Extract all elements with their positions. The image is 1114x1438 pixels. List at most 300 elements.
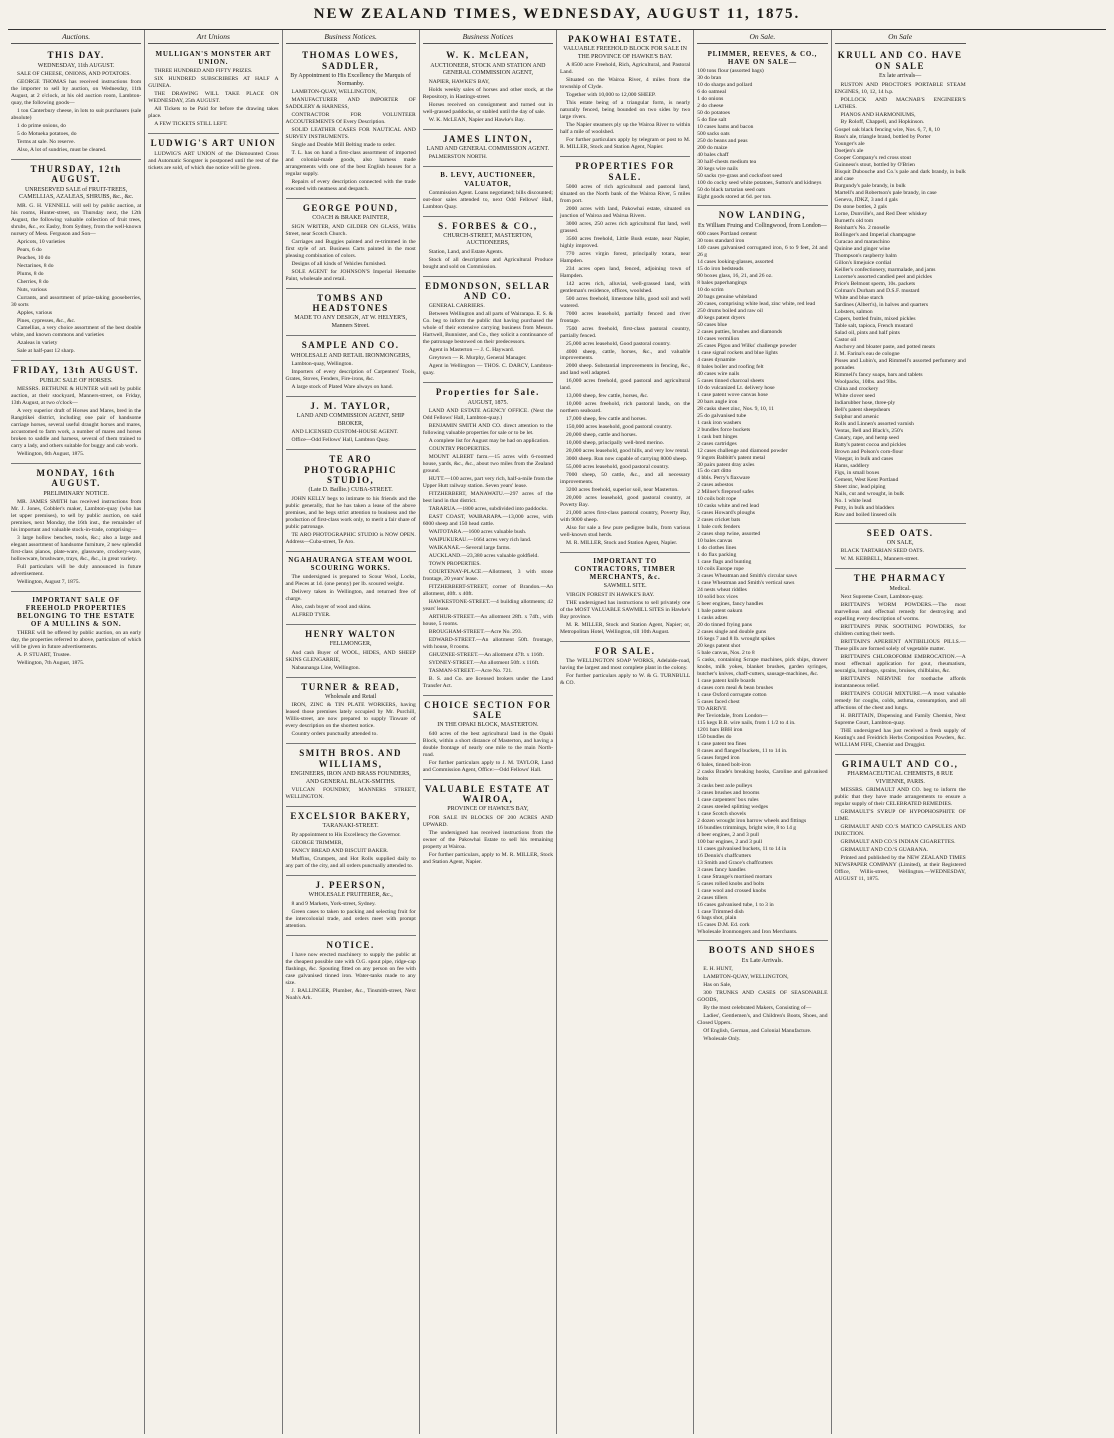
advertisement xyxy=(286,46,416,198)
ad-body xyxy=(286,89,416,193)
ad-headline: PAKOWHAI ESTATE. xyxy=(568,34,683,44)
ad-line: Wholesale Only. xyxy=(703,1036,741,1043)
advertisement xyxy=(286,876,416,936)
ad-line: Single and Double Mill Belting made to order. xyxy=(291,141,396,148)
ad-line: This estate being of a triangular form, is nearly naturally fenced, being bounded on two sides by two large rivers. xyxy=(560,100,691,121)
list-item: Gospel oak black fencing wire, Nos. 6, 7, 8, 10 xyxy=(834,127,940,134)
ad-line: THERE will be offered by public auction, on an early day, the properties referred to above, particulars of which will be given in future advertisements. xyxy=(11,630,142,651)
list-item: 5 cases rolled knobs and bolts xyxy=(697,880,765,887)
list-item: 2 Milner's fireproof safes xyxy=(697,489,754,496)
list-item: 30 pairs patent dray axles xyxy=(697,461,755,468)
ad-line: BENJAMIN SMITH AND CO. direct attention to the following valuable properties for sale or to be let. xyxy=(422,423,553,437)
list-item: 4 cases corn meal & bean brushes xyxy=(697,685,774,691)
list-item: Cement, West Kent Portland xyxy=(834,476,899,483)
ad-headline: THURSDAY, 12th AUGUST. xyxy=(30,164,122,185)
advertisement xyxy=(423,46,553,129)
ad-line: J. BALLINGER, Plumber, &c., Tinsmith-street, Next Noah's Ark. xyxy=(285,987,416,1001)
list-item: 2 cases tillers xyxy=(697,894,728,901)
list-item: 250 drums boiled and raw oil xyxy=(697,307,763,314)
ad-body xyxy=(423,815,553,866)
list-item: 28 casks sheet zinc, Nos. 9, 10, 11 xyxy=(697,405,774,412)
ad-line: And cash Buyer of WOOL, HIDES, AND SHEEP SKINS GLENGARRIE, xyxy=(285,649,416,663)
ad-headline: GEORGE POUND, xyxy=(302,202,399,213)
list-item: 14 cases looking-glasses, assorted xyxy=(697,258,774,265)
ad-line: AUCKLAND.—23,380 acres valuable goldfield. xyxy=(428,552,539,559)
ad-body xyxy=(286,650,416,672)
ad-headline: TE ARO PHOTOGRAPHIC STUDIO, xyxy=(304,454,398,486)
ad-line: Azaleas in variety xyxy=(17,340,58,347)
ad-line: A large stock of Plated Ware always on hand. xyxy=(291,384,393,391)
list-item: 24 nests wheat riddles xyxy=(697,587,747,594)
ad-body xyxy=(423,79,553,124)
list-item: 2 cases single and double guns xyxy=(697,629,767,636)
list-item: Rolls and Linnen's assorted varnish xyxy=(834,420,914,427)
ad-line: THE DRAWING WILL TAKE PLACE ON WEDNESDAY, 25th AUGUST. xyxy=(148,91,279,105)
ad-line: Wellington, 6th August, 1875. xyxy=(17,451,85,458)
list-item: 10 do scrim xyxy=(697,286,724,293)
ad-subheading: WHOLESALE AND RETAIL IRONMONGERS, xyxy=(290,352,411,359)
ad-line: Stock of all descriptions and Agricultural Produce bought and sold on Commission. xyxy=(422,256,553,270)
list-item: Doetjen's ale xyxy=(834,148,864,155)
list-item: 10 bales canvas xyxy=(697,538,733,545)
ad-line: Pines, cypresses, &c., &c. xyxy=(17,317,76,324)
ad-headline: MULLIGAN'S MONSTER ART UNION. xyxy=(155,50,272,67)
list-item: Bass's ale, triangle brand, bottled by Porter xyxy=(834,134,931,141)
list-item: Bollinger's and Imperial champagne xyxy=(834,232,916,239)
list-item: Nails, cut and wrought, in bulk xyxy=(834,490,904,497)
ad-headline: S. FORBES & CO., xyxy=(438,220,538,231)
list-item: 16 Dennis's chaffcutters xyxy=(697,852,751,859)
advertisement xyxy=(697,46,827,206)
column xyxy=(145,30,282,1434)
list-item: Lucerne's assorted candied peel and pickles xyxy=(834,274,932,281)
ad-body xyxy=(286,224,416,283)
ad-body xyxy=(835,594,966,749)
ad-line: IRON, ZINC & TIN PLATE WORKERS, having leased those premises lately occupied by Mr. Purchill, Willis-street, are now prepared to supply Tinware of every description on the shortest notice. xyxy=(285,702,416,730)
ad-subheading: PROVINCE OF HAWKE'S BAY, xyxy=(447,806,529,813)
ad-headline: MONDAY, 16th AUGUST. xyxy=(36,468,116,489)
list-item: Indiarubber hose, three-ply xyxy=(834,399,896,406)
ad-line: 770 acres virgin forest, principally totara, near Hampden. xyxy=(560,250,691,264)
list-item: Woolpacks, 10lbs. and 9lbs. xyxy=(834,378,898,385)
ad-line: The Napier steamers ply up the Wairoa River to within half a mile of woolshed. xyxy=(560,122,691,136)
list-item: 5 beer engines, fancy handles xyxy=(697,601,764,608)
ad-line: 234 acres open land, fenced, adjoining town of Hampden. xyxy=(560,265,691,279)
ad-line: M. R. MILLER, Stock and Station Agent, Napier. xyxy=(566,540,678,547)
ad-line: SOLE AGENT for JOHNSON'S Imperial Hematite Paint, wholesale and retail. xyxy=(285,268,416,282)
ad-line: 2000 acres with land, Pakowhai estate, situated on junction of Wairoa and Wairua Rivers. xyxy=(560,205,691,219)
list-item: 3 cases fancy handles xyxy=(697,866,746,873)
list-item: Table salt, tapioca, French mustard xyxy=(834,323,913,330)
ad-line: Between Wellington and all parts of Wairarapa. E. S. & Co. beg to inform the public that having purchased the whole of their extensive carrying business from Messrs. Hartwell, Bunnister, and Co., they solicit a continuance of the patronage bestowed on their predecessors. xyxy=(422,311,553,346)
list-item: 6 do oatmeal xyxy=(697,89,727,96)
ad-headline: PLIMMER, REEVES, & CO., HAVE ON SALE— xyxy=(707,50,818,67)
ad-line: Situated on the Wairoa River, 4 miles from the township of Clyde. xyxy=(560,77,691,91)
ad-line: Designs of all kinds of Vehicles furnished. xyxy=(291,260,387,267)
ad-line: Terms at sale. No reserve. xyxy=(17,139,76,146)
ad-line: 20,000 acres leasehold, good hills, and very low rental. xyxy=(566,448,690,455)
list-item: Sheet zinc, lead piping xyxy=(834,483,886,490)
list-item: 1 casks adzes xyxy=(697,615,728,622)
ad-line: 300 TRUNKS AND CASES OF SEASONABLE GOODS, xyxy=(697,990,828,1004)
ad-line: SYDNEY-STREET.—An allotment 50ft. x 116ft. xyxy=(428,659,540,666)
ad-line: All Tickets to be Paid for before the drawing takes place. xyxy=(148,106,279,120)
ad-subheading: AUCTIONEER, STOCK AND STATION AND GENERAL COMMISSION AGENT, xyxy=(430,62,546,77)
list-item: Salad oil, pints and half pints xyxy=(834,330,900,337)
list-item: 4 beer engines, 2 and 3 pull xyxy=(697,831,759,838)
list-item: White clover seed xyxy=(834,392,875,399)
list-item: 10 cases vermilion xyxy=(697,335,740,342)
list-item: 1 case patent tea fines xyxy=(697,740,747,747)
list-item: 50 sacks rye-grass and cocksfoot seed xyxy=(697,173,783,180)
ad-line: ARTHUR-STREET.—An allotment 28ft. x 74ft., with house, 5 rooms. xyxy=(422,613,553,627)
list-item: 2 casks Brade's breaking hooks, Caroline and galvanised bolts xyxy=(697,768,828,782)
list-item: 140 cases galvanised corrugated iron, 6 to 9 feet, 24 and 26 g xyxy=(697,244,828,258)
list-item: 10 coils bolt rope xyxy=(697,496,737,503)
ad-line: Peaches, 10 do xyxy=(17,254,51,261)
ad-body xyxy=(286,361,416,391)
ad-line: RUSTON AND PROCTOR'S PORTABLE STEAM ENGINES, 10, 12, 14 h.p. xyxy=(834,81,966,95)
ad-body xyxy=(423,731,553,774)
list-item: 1 case wool and crossed knobs xyxy=(697,887,767,894)
list-item: Eight goods stored at 6d. per ton. xyxy=(697,194,772,201)
list-item: 1 bale cork fenders xyxy=(697,524,740,531)
ad-body xyxy=(286,574,416,619)
ad-headline: BOOTS AND SHOES xyxy=(708,945,816,956)
list-item: Ventas, Bell and Black's, 250's xyxy=(834,427,904,434)
ad-line: SOLID LEATHER CASES FOR NAUTICAL AND SURVEY INSTRUMENTS. xyxy=(285,126,416,140)
ad-body xyxy=(423,303,553,377)
ad-line: A very superior draft of Horses and Mares, bred in the Rangitikei district, including one pair of handsome carriage horses, several useful draught horses and mares, accustomed to farm work, a number of mares and horses broken to saddle and harness, several of them trained to carry a lady, and others suitable for buggy and cab work. xyxy=(11,408,142,450)
list-item: 1 case signal rockets and blue lights xyxy=(697,349,778,356)
ad-line: By appointment to His Excellency the Governor. xyxy=(291,831,401,838)
ad-headline: FOR SALE. xyxy=(594,645,656,656)
list-item: 20 cases, comprising white lead, zinc white, red lead xyxy=(697,300,816,307)
advertisement xyxy=(697,206,827,941)
ad-subheading: Wholesale and Retail xyxy=(324,693,377,700)
ad-headline: LUDWIG'S ART UNION xyxy=(150,138,277,149)
ad-headline: GRIMAULT AND CO., xyxy=(841,758,959,769)
ad-line: BRITTAIN'S APERIENT ANTIBILIOUS PILLS.—These pills are formed solely of vegetable matter. xyxy=(834,639,966,653)
ad-line: 3000 sheep. Run now capable of carrying 8000 sheep. xyxy=(566,456,688,463)
list-item: 4 bbls. Perry's flaxware xyxy=(697,475,750,482)
ad-subheading: Medical. xyxy=(889,585,911,592)
ad-headline: THOMAS LOWES, SADDLER, xyxy=(302,50,400,71)
ad-item-list xyxy=(697,68,827,201)
list-item: 5 do fine salt xyxy=(697,117,727,124)
ad-line: THREE HUNDRED AND FIFTY PRIZES. xyxy=(154,68,253,75)
ad-line: Wellington, 7th August, 1875. xyxy=(17,660,85,667)
list-item: Curacao and maraschino xyxy=(834,239,890,246)
ad-line: Next Supreme Court, Lambton-quay. xyxy=(840,594,924,601)
ad-body xyxy=(11,386,141,458)
ad-line: A 8500 acre Freehold, Rich, Agricultural, and Pastoral Land. xyxy=(560,62,691,76)
ad-subheading: FELLMONGER, xyxy=(329,641,372,648)
column xyxy=(694,30,831,1434)
ad-subheading: SAWMILL SITE. xyxy=(603,583,647,590)
ad-headline: W. K. McLEAN, xyxy=(446,50,530,61)
ad-subheading: ENGINEERS, IRON AND BRASS FOUNDERS, AND GENERAL BLACK-SMITHS. xyxy=(290,771,411,785)
column xyxy=(420,30,557,1434)
ad-subheading: WHOLESALE FRUITERER, &c., xyxy=(308,892,393,899)
list-item: Rimmell's fancy soaps, bars and tablets xyxy=(834,371,923,378)
ad-line: NAPIER, HAWKE'S BAY, xyxy=(428,78,490,85)
list-item: Castor oil xyxy=(834,337,857,343)
ad-subheading: UNRESERVED SALE of FRUIT-TREES, CAMELLIAS, AZALEAS, SHRUBS, &c., &c. xyxy=(18,186,134,201)
masthead: NEW ZEALAND TIMES, WEDNESDAY, AUGUST 11, 1875. xyxy=(8,6,1106,30)
ad-subheading: MADE TO ANY DESIGN, AT W. HELYER'S, Manners Street. xyxy=(294,315,408,329)
advertisement xyxy=(148,134,278,176)
list-item: Canary, rape, and hemp seed xyxy=(834,434,899,441)
ad-line: EAST COAST, WAIRARAPA.—13,000 acres, with 6000 sheep and 150 head cattle. xyxy=(422,513,553,527)
list-item: 2 cases cricket bats xyxy=(697,517,741,524)
ad-line: FITZHERBERT-STREET, corner of Brandon.—An allotment, 40ft. x 40ft. xyxy=(422,583,553,597)
ad-line: BRITTAIN'S COUGH MIXTURE.—A most valuable remedy for coughs, colds, asthma, consumption, and all affections of the chest and lungs. xyxy=(834,691,966,712)
list-item: Pisses and Lubin's, and Rimmell's assorted perfumery and pomades xyxy=(834,357,966,371)
ad-line: 2000 sheep. Substantial improvements in fencing, &c., and land well adapted. xyxy=(560,363,691,377)
ad-line: BLACK TARTARIAN SEED OATS. xyxy=(840,548,925,555)
ad-line: Nuts, various xyxy=(17,286,47,293)
ad-line: Office—Odd Fellows' Hall, Lambton Quay. xyxy=(291,437,390,444)
ad-headline: KRULL AND CO. HAVE ON SALE xyxy=(837,50,963,71)
ad-line: By Roloff, Chappell, and Hopkinson. xyxy=(840,119,925,126)
ad-headline: B. LEVY, AUCTIONEER, VALUATOR, xyxy=(440,171,536,188)
ad-subheading: ON SALE, xyxy=(886,539,914,546)
ad-line: TASMAN-STREET.—Acre No. 721. xyxy=(428,667,513,674)
ad-line: Apricots, 10 varieties xyxy=(17,238,66,245)
advertisement xyxy=(560,30,690,157)
ad-line: Ladies', Gentlemen's, and Children's Boots, Shoes, and Closed Uppers. xyxy=(697,1013,828,1027)
ad-line: 25,000 acres leasehold, Good pastoral country. xyxy=(566,340,671,347)
list-item: Vinegar, in bulk and cases xyxy=(834,455,894,462)
list-item: 8 bales boiler and roofing felt xyxy=(697,363,764,370)
ad-line: HUTT.—100 acres, part very rich, half-a-mile from the Upper Hutt railway station. Seven years' lease. xyxy=(422,476,553,490)
list-item: 100 tons flour (assorted bags) xyxy=(697,68,764,75)
ad-headline: THIS DAY. xyxy=(47,50,105,61)
list-item: 1 do flax packing xyxy=(697,552,737,559)
ad-headline: TURNER & READ, xyxy=(301,681,400,692)
ad-line: LAND AND ESTATE AGENCY OFFICE. (Next the Odd Fellows' Hall, Lambton-quay.) xyxy=(422,408,553,422)
ad-subheading: PHARMACEUTICAL CHEMISTS, 8 RUE VIVIENNE, PARIS. xyxy=(847,771,954,785)
list-item: 1 cask iron washers xyxy=(697,419,742,426)
list-item: 1 case Wheatman and Smith's vertical saws xyxy=(697,580,795,587)
list-item: 30 half-chests medium tea xyxy=(697,159,757,166)
ad-line: 1 ton Canterbury cheese, in lots to suit purchasers (sale absolute) xyxy=(11,108,142,122)
list-item: 30 tons standard iron xyxy=(697,238,745,244)
column-heading: Business Notices. xyxy=(286,30,416,44)
ad-line: FITZHERBERT, MANAWATU.—297 acres of the best land in that district. xyxy=(422,491,553,504)
ad-line: E. H. HUNT, xyxy=(703,966,733,973)
ad-line: M. R. MILLER, Stock and Station Agent, Napier; or, Metropolitan Hotel, Wellington, till 10th August. xyxy=(560,621,691,635)
list-item: Hams, saddlery xyxy=(834,462,870,469)
advertisement xyxy=(835,524,966,570)
ad-line: LAMBTON-QUAY, WELLINGTON, xyxy=(291,89,377,96)
column xyxy=(283,30,420,1434)
advertisement xyxy=(286,678,416,745)
list-item: 200 do maize xyxy=(697,145,728,152)
ad-headline: IMPORTANT SALE OF FREEHOLD PROPERTIES BELONGING TO THE ESTATE OF A MULLINS & SON. xyxy=(17,596,136,629)
list-item: 25 do galvanised tube xyxy=(697,412,747,419)
list-item: Guinness's stout, bottled by O'Brien xyxy=(834,162,915,169)
ad-line: FANCY BREAD AND BISCUIT BAKER. xyxy=(291,847,389,854)
ad-subheading: CHURCH-STREET, MASTERTON, AUCTIONEERS, xyxy=(443,232,533,247)
list-item: 20 do tinned frying pans xyxy=(697,622,752,629)
advertisement xyxy=(423,277,553,384)
ad-line: BRITTAIN'S PINK SOOTHING POWDERS, for children cutting their teeth. xyxy=(834,624,966,638)
ad-line: Apples, various xyxy=(17,309,53,316)
ad-body xyxy=(286,787,416,801)
ad-headline: EXCELSIOR BAKERY, xyxy=(290,810,411,821)
ad-line: Repairs of every description connected with the trade executed with neatness and despatch. xyxy=(285,178,416,192)
ad-line: T. L. has on hand a first-class assortment of imported and colonial-made goods, also harness made arrangements with one of the best English houses for a regular supply. xyxy=(285,149,416,177)
ad-body xyxy=(11,203,141,356)
ad-line: Country orders punctually attended to. xyxy=(291,731,378,738)
ad-line: 20,000 sheep, cattle and horses. xyxy=(566,432,637,439)
advertisement xyxy=(286,336,416,397)
ad-line: POLLOCK AND MACNAB'S ENGINEER'S LATHES. xyxy=(834,96,966,110)
ad-line: MESSRS. BETHUNE & HUNTER will sell by public auction, at their stockyard, Manners-street, on Friday, 13th August, at two o'clock— xyxy=(11,386,142,407)
list-item: 16 cases galvanised tube, 1 to 3 in xyxy=(697,901,774,908)
list-item: Bisquit Dubouche and Co.'s pale and dark brandy, in bulk and case xyxy=(834,169,966,183)
advertisement xyxy=(423,217,553,277)
ad-line: 20,000 acres leasehold, good pastoral country, at Poverty Bay. xyxy=(560,495,691,509)
list-item: 10 coils Europe rope xyxy=(697,566,744,573)
ad-line: Commission Agent. Loans negotiated; bills discounted; out-door sales attended to, next Odd Fellows' Hall, Lambton Quay. xyxy=(422,189,553,210)
ad-line: B. S. and Co. are licensed brokers under the Land Transfer Act. xyxy=(422,675,553,689)
list-item: 2 dozen wrought iron barrow wheels and fittings xyxy=(697,817,807,824)
ad-line: AND LICENSED CUSTOM-HOUSE AGENT. xyxy=(291,429,399,436)
ad-item-list xyxy=(697,231,827,936)
ad-line: MR. JAMES SMITH has received instructions from Mr. J. Jones, Cobbler's maker, Lambton-quay (who has let upper premises), to sell by public auction, on said premises, next Monday, the 16th inst., the remainder of his important and valuable stock-in-trade, comprising— xyxy=(11,499,142,534)
advertisement xyxy=(560,553,690,642)
ad-body xyxy=(286,832,416,870)
ad-line: Nabaunanga Line, Wellington. xyxy=(291,664,360,671)
ad-line: MR. G. H. VENNELL will sell by public auction, at his rooms, Hunter-street, on Thursday next, the 12th August, the following valuable collection of fruit trees, shrubs, &c., ex Easby, from Sydney, from the well-known nursery of Mess. Ferguson and Son— xyxy=(11,202,142,237)
ad-line: 7000 acres leasehold, partially fenced and river frontage. xyxy=(560,310,691,324)
list-item: 6 bags shot, plain xyxy=(697,915,737,922)
list-item: 1 case Oxford corrugate cotton xyxy=(697,691,767,698)
list-item: 20 kegs patent shot xyxy=(697,643,741,650)
list-item: 600 cases Portland cement xyxy=(697,231,757,238)
ad-body xyxy=(423,249,553,271)
advertisement xyxy=(11,46,141,160)
ad-line: CONTRACTOR FOR VOLUNTEER ACCOUTREMENTS Of Every Description. xyxy=(285,112,416,125)
ad-headline: NGAHAURANGA STEAM WOOL SCOURING WORKS. xyxy=(288,555,414,572)
ad-headline: SMITH BROS. AND WILLIAMS, xyxy=(299,748,403,769)
ad-line: TE ARO PHOTOGRAPHIC STUDIO is NOW OPEN. Address—Cuba-street, Te Aro. xyxy=(285,531,416,545)
advertisement xyxy=(11,464,141,592)
list-item: 1201 bars BBH iron xyxy=(697,726,743,733)
ad-line: SIX HUNDRED SUBSCRIBERS AT HALF A GUINEA. xyxy=(148,76,279,90)
ad-line: MOUNT ALBERT farm.—15 acres with 6-roomed house, yards, &c., &c., about two miles from the Zealand ground. xyxy=(422,454,553,475)
column-heading: Auctions. xyxy=(11,30,141,44)
ad-line: 17,000 sheep, few cattle and horses. xyxy=(566,416,647,423)
list-item: 10 solid box vices xyxy=(697,594,738,601)
ad-headline: SEED OATS. xyxy=(866,527,934,538)
ad-line: Of English, German, and Colonial Manufacture. xyxy=(703,1028,812,1035)
list-item: 1 case patent knife boards xyxy=(697,678,756,685)
list-item: 20 bags genuine whiteland xyxy=(697,293,758,300)
ad-line: 55,000 acres leasehold, good pastoral country. xyxy=(566,464,670,471)
advertisement xyxy=(560,157,690,553)
ad-subheading: Ex William Fruing and Collingwood, from London— xyxy=(697,222,827,229)
ad-line: By the most celebrated Makers, Consisting of— xyxy=(703,1005,812,1012)
list-item: 12 cases challenge and diamond powder xyxy=(697,447,788,454)
ad-line: BRITTAIN'S NERVINE for toothache affords instantaneous relief. xyxy=(834,676,966,690)
list-item: 1 cask butt hinges xyxy=(697,433,738,440)
list-item: 20 bars angle iron xyxy=(697,398,738,405)
ad-subheading: COACH & BRAKE PAINTER, xyxy=(312,215,390,222)
ad-body xyxy=(423,408,553,689)
ad-body xyxy=(835,548,966,563)
list-item: 50 cases blue xyxy=(697,321,728,328)
list-item: 1 case patent wove canvas hose xyxy=(697,391,768,398)
list-item: 100 do cocky seed white potatoes, Sutton's and kidneys xyxy=(697,180,822,187)
ad-body xyxy=(286,702,416,738)
list-item: 115 kegs B.B. wire nails, from 1 1/2 to 4 in. xyxy=(697,719,796,726)
ad-headline: JAMES LINTON, xyxy=(442,133,533,144)
list-item: Sardines (Albert's), in halves and quarters xyxy=(834,302,929,309)
ad-line: Full particulars will be duly announced in future advertisement. xyxy=(11,564,142,578)
column-grid xyxy=(8,30,1106,1434)
advertisement xyxy=(148,46,278,134)
ad-line: 8 and 9 Markets, York-street, Sydney. xyxy=(291,900,376,907)
ad-line: 16,000 acres freehold, good pastoral and agricultural land. xyxy=(560,378,691,392)
list-item: 5 cases Howard's ploughs xyxy=(697,510,755,517)
ad-line: Together with 10,000 to 12,000 SHEEP. xyxy=(566,92,656,99)
ad-line: PIANOS AND HARMONIUMS, xyxy=(840,111,916,118)
ad-line: 500 acres freehold, limestone hills, good soil and well watered. xyxy=(560,295,691,309)
ad-line: For further particulars apply to W. & G. TURNBULL & CO. xyxy=(560,672,691,686)
ad-line: Horses received on consignment and turned out in well-grassed paddocks, or stabled until the day of sale. xyxy=(422,101,553,115)
ad-line: Wellington, August 7, 1875. xyxy=(17,579,80,586)
ad-headline: J. PEERSON, xyxy=(315,879,386,890)
list-item: 90 boxes glass, 16, 21, and 26 oz. xyxy=(697,272,773,279)
ad-line: 10,000 sheep, principally well-bred merino. xyxy=(566,440,665,447)
list-item: 40 kegs patent dryers xyxy=(697,314,745,321)
list-item: 9 ingots Babbitt's patent metal xyxy=(697,454,766,461)
ad-headline: NOTICE. xyxy=(326,939,375,950)
ad-line: BRITTAIN'S CHLOROFORM EMBROCATION.—A most effectual application for gout, rheumatism, neuralgia, lumbago, sprains, bruises, chilblains, &c. xyxy=(834,654,966,675)
list-item: 1 case Trimmed dish xyxy=(697,908,744,915)
advertisement xyxy=(697,941,827,1048)
ad-body xyxy=(11,71,141,154)
ad-line: Plums, 8 do xyxy=(17,270,44,277)
ad-line: 3 large hollow benches, tools, &c.; also a large and elegant assortment of handsome furniture, 2 new splendid first-class pianos, plate-ware, glassware, crockery-ware, hollowware, brushware, trays, &c., &c., in great variety. xyxy=(11,535,142,563)
ad-line: Also, cash buyer of wool and skins. xyxy=(291,603,372,610)
list-item: 2 cases cartridges xyxy=(697,440,737,447)
list-item: Thompson's raspberry balm xyxy=(834,253,897,260)
ad-line: Greytown — R. Murphy, General Manager. xyxy=(428,355,527,362)
ad-headline: SAMPLE AND CO. xyxy=(301,340,400,351)
ad-body xyxy=(560,184,690,547)
ad-headline: TOMBS AND HEADSTONES xyxy=(312,292,389,313)
list-item: Lorne, Dunville's, and Red Deer whiskey xyxy=(834,211,928,218)
list-item: Bell's patent sheepshears xyxy=(834,406,891,413)
ad-headline: THE PHARMACY xyxy=(853,573,947,584)
list-item: Anchovy and bloater paste, and potted meats xyxy=(834,343,936,350)
list-item: 100 bar engines, 2 and 3 pull xyxy=(697,838,763,845)
list-item: 2 cases asbestos xyxy=(697,482,734,489)
list-item: Keiller's confectionery, marmalade, and jams xyxy=(834,267,936,274)
list-item: 2 bundles force buckets xyxy=(697,426,751,433)
ad-line: GRIMAULT AND CO.'S GUARANA. xyxy=(840,847,929,854)
advertisement xyxy=(286,397,416,450)
list-item: 2 cases putties, brushes and diamonds xyxy=(697,328,783,335)
ad-body xyxy=(423,190,553,211)
advertisement xyxy=(286,625,416,678)
ad-line: PALMERSTON NORTH. xyxy=(428,154,488,161)
